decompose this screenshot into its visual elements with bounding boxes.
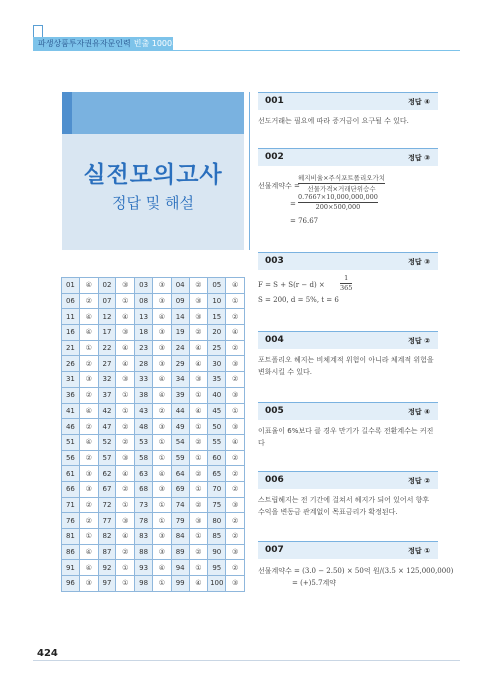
answer-grid (61, 277, 245, 592)
answer-choice-cell: ③ (79, 576, 98, 592)
question-number-cell: 23 (135, 340, 153, 356)
grid-row (62, 434, 245, 450)
question-number-cell: 16 (62, 325, 80, 341)
question-number-cell: 45 (208, 403, 226, 419)
question-number-cell: 19 (171, 325, 189, 341)
answer-choice-cell: ① (189, 387, 208, 403)
answer-choice-cell: ① (152, 576, 171, 592)
explanation-text: 포트폴리오 헤지는 비체계적 위험이 아니라 체계적 위험을 변화시킬 수 있다. (258, 356, 434, 376)
question-number-cell: 48 (135, 419, 153, 435)
answer-choice-cell: ④ (79, 403, 98, 419)
answer-choice-cell: ① (116, 387, 135, 403)
title-block (62, 92, 244, 250)
answer-header (258, 148, 438, 166)
question-number-cell: 78 (135, 513, 153, 529)
answer-choice-cell: ② (226, 340, 245, 356)
answer-label: 정답 ① (408, 547, 430, 555)
question-number: 001 (265, 96, 284, 106)
answer-choice-cell: ③ (189, 293, 208, 309)
grid-row (62, 372, 245, 388)
answer-007 (258, 541, 438, 559)
question-number-cell: 44 (171, 403, 189, 419)
answer-002 (258, 148, 438, 166)
answer-choice-cell: ① (152, 513, 171, 529)
question-number-cell: 63 (135, 466, 153, 482)
question-number: 005 (265, 406, 284, 416)
question-number-cell: 35 (208, 372, 226, 388)
answer-choice-cell: ④ (79, 278, 98, 294)
question-number-cell: 79 (171, 513, 189, 529)
fraction-denominator: 선물가격×거래단위승수 (307, 185, 376, 193)
answer-label: 정답 ② (408, 337, 430, 345)
answer-choice-cell: ④ (226, 325, 245, 341)
answer-choice-cell: ② (226, 309, 245, 325)
question-number-cell: 62 (98, 466, 116, 482)
formula-lhs: 선물계약수 = (258, 182, 300, 190)
grid-row (62, 466, 245, 482)
answer-choice-cell: ② (116, 481, 135, 497)
title-band (62, 92, 244, 134)
answer-choice-cell: ④ (189, 340, 208, 356)
answer-choice-cell: ② (79, 293, 98, 309)
answer-choice-cell: ③ (152, 340, 171, 356)
answer-choice-cell: ② (189, 278, 208, 294)
explanation-text: 스트립헤지는 전 기간에 걸쳐서 헤지가 되어 있어서 향후 수익을 변동금 관계없이 목표금리가 확정된다. (258, 496, 430, 516)
question-number-cell: 41 (62, 403, 80, 419)
page-subtitle: 정답 및 해설 (112, 194, 194, 212)
answer-label: 정답 ④ (408, 98, 430, 106)
answer-header (258, 471, 438, 489)
question-number-cell: 92 (98, 560, 116, 576)
formula-equals: = (290, 200, 296, 208)
question-number-cell: 29 (171, 356, 189, 372)
grid-row (62, 309, 245, 325)
formula-line-2: = (+)5.7계약 (292, 579, 337, 587)
answer-choice-cell: ③ (189, 309, 208, 325)
question-number-cell: 74 (171, 497, 189, 513)
header-title: 파생상품투자권유자문인력 (38, 39, 131, 48)
question-number-cell: 24 (171, 340, 189, 356)
answer-choice-cell: ④ (226, 278, 245, 294)
question-number: 007 (265, 545, 284, 555)
question-number-cell: 11 (62, 309, 80, 325)
fraction-denominator: 365 (340, 284, 353, 292)
question-number-cell: 28 (135, 356, 153, 372)
answer-choice-cell: ④ (189, 356, 208, 372)
question-number-cell: 51 (62, 434, 80, 450)
answer-choice-cell: ④ (116, 309, 135, 325)
answer-choice-cell: ③ (116, 450, 135, 466)
answer-choice-cell: ④ (116, 340, 135, 356)
question-number-cell: 22 (98, 340, 116, 356)
explanation-text: 선도거래는 필요에 따라 증거금이 요구될 수 있다. (258, 117, 409, 125)
answer-choice-cell: ② (116, 434, 135, 450)
answer-choice-cell: ② (226, 560, 245, 576)
question-number-cell: 97 (98, 576, 116, 592)
answer-choice-cell: ② (116, 544, 135, 560)
grid-row (62, 576, 245, 592)
question-number-cell: 36 (62, 387, 80, 403)
question-number-cell: 59 (171, 450, 189, 466)
answer-choice-cell: ③ (116, 325, 135, 341)
answer-choice-cell: ① (79, 340, 98, 356)
question-number-cell: 95 (208, 560, 226, 576)
question-number-cell: 99 (171, 576, 189, 592)
answer-header (258, 331, 438, 349)
answer-choice-cell: ② (226, 372, 245, 388)
question-number-cell: 27 (98, 356, 116, 372)
answer-choice-cell: ④ (116, 466, 135, 482)
answer-choice-cell: ④ (226, 434, 245, 450)
answer-choice-cell: ④ (152, 560, 171, 576)
grid-row (62, 403, 245, 419)
question-number-cell: 84 (171, 529, 189, 545)
answer-choice-cell: ③ (226, 544, 245, 560)
question-number-cell: 55 (208, 434, 226, 450)
answer-001 (258, 92, 438, 127)
answer-header (258, 252, 438, 270)
formula-line-2: S = 200, d = 5%, t = 6 (258, 296, 339, 304)
answer-choice-cell: ② (79, 497, 98, 513)
answer-choice-cell: ④ (79, 560, 98, 576)
answer-choice-cell: ① (226, 293, 245, 309)
answer-choice-cell: ① (79, 529, 98, 545)
fraction-numerator: 헤지비율×주식포트폴리오가치 (298, 174, 386, 182)
question-number-cell: 18 (135, 325, 153, 341)
answer-choice-cell: ① (152, 434, 171, 450)
question-number: 002 (265, 152, 284, 162)
question-number-cell: 09 (171, 293, 189, 309)
question-number-cell: 04 (171, 278, 189, 294)
question-number-cell: 49 (171, 419, 189, 435)
answer-choice-cell: ① (152, 450, 171, 466)
question-number-cell: 61 (62, 466, 80, 482)
answer-choice-cell: ② (226, 466, 245, 482)
title-divider (249, 92, 250, 250)
question-number-cell: 12 (98, 309, 116, 325)
question-number-cell: 69 (171, 481, 189, 497)
answer-choice-cell: ④ (116, 529, 135, 545)
answer-005 (258, 402, 438, 449)
answer-006 (258, 471, 438, 518)
answer-choice-cell: ① (189, 529, 208, 545)
answer-header (258, 402, 438, 420)
formula-fraction-1 (298, 173, 385, 193)
question-number-cell: 56 (62, 450, 80, 466)
answer-choice-cell: ① (116, 560, 135, 576)
answer-choice-cell: ④ (152, 466, 171, 482)
answer-choice-cell: ③ (152, 419, 171, 435)
answer-label: 정답 ③ (408, 258, 430, 266)
answer-choice-cell: ③ (226, 497, 245, 513)
formula-line-1: F = S + S(r − d) × (258, 281, 325, 289)
answer-choice-cell: ① (152, 497, 171, 513)
answer-choice-cell: ② (189, 544, 208, 560)
question-number-cell: 57 (98, 450, 116, 466)
answer-choice-cell: ② (189, 466, 208, 482)
question-number-cell: 67 (98, 481, 116, 497)
grid-row (62, 340, 245, 356)
answer-choice-cell: ③ (226, 387, 245, 403)
question-number-cell: 25 (208, 340, 226, 356)
fraction-numerator: 0.7667×10,000,000,000 (298, 193, 378, 201)
question-number-cell: 03 (135, 278, 153, 294)
answer-choice-cell: ④ (152, 387, 171, 403)
formula-result: = 76.67 (290, 217, 319, 225)
header-subtitle: 빈출 1000제 (133, 39, 180, 48)
grid-row (62, 293, 245, 309)
question-number-cell: 71 (62, 497, 80, 513)
fraction-denominator: 200×500,000 (315, 203, 361, 211)
question-number-cell: 77 (98, 513, 116, 529)
question-number-cell: 90 (208, 544, 226, 560)
question-number-cell: 88 (135, 544, 153, 560)
question-number-cell: 86 (62, 544, 80, 560)
question-number-cell: 30 (208, 356, 226, 372)
grid-row (62, 325, 245, 341)
question-number-cell: 38 (135, 387, 153, 403)
question-number-cell: 53 (135, 434, 153, 450)
answer-choice-cell: ④ (79, 434, 98, 450)
answer-choice-cell: ③ (226, 576, 245, 592)
question-number-cell: 37 (98, 387, 116, 403)
answer-choice-cell: ③ (152, 544, 171, 560)
question-number-cell: 13 (135, 309, 153, 325)
question-number-cell: 60 (208, 450, 226, 466)
question-number-cell: 89 (171, 544, 189, 560)
formula-line-1: 선물계약수 = (3.0 − 2.50) × 50억 원/(3.5 × 125,000,000) (258, 567, 454, 575)
question-number-cell: 08 (135, 293, 153, 309)
formula-fraction-time (340, 274, 352, 292)
question-number-cell: 100 (208, 576, 226, 592)
answer-choice-cell: ① (189, 450, 208, 466)
grid-row (62, 278, 245, 294)
question-number-cell: 70 (208, 481, 226, 497)
answer-header (258, 541, 438, 559)
grid-row (62, 513, 245, 529)
question-number-cell: 73 (135, 497, 153, 513)
answer-choice-cell: ② (189, 434, 208, 450)
answer-label: 정답 ③ (408, 154, 430, 162)
answer-choice-cell: ④ (189, 403, 208, 419)
answer-choice-cell: ① (189, 419, 208, 435)
question-number-cell: 34 (171, 372, 189, 388)
answer-choice-cell: ② (226, 481, 245, 497)
answer-choice-cell: ④ (189, 576, 208, 592)
question-number-cell: 50 (208, 419, 226, 435)
answer-choice-cell: ③ (152, 481, 171, 497)
question-number-cell: 96 (62, 576, 80, 592)
answer-choice-cell: ③ (152, 293, 171, 309)
answer-choice-cell: ① (226, 403, 245, 419)
question-number-cell: 06 (62, 293, 80, 309)
question-number-cell: 07 (98, 293, 116, 309)
answer-choice-cell: ③ (152, 356, 171, 372)
footer-rule (33, 660, 460, 661)
answer-choice-cell: ④ (79, 309, 98, 325)
question-number-cell: 58 (135, 450, 153, 466)
answer-choice-cell: ② (116, 419, 135, 435)
answer-choice-cell: ③ (116, 513, 135, 529)
answer-003 (258, 252, 438, 270)
question-number-cell: 87 (98, 544, 116, 560)
answer-choice-cell: ② (79, 387, 98, 403)
question-number: 003 (265, 256, 284, 266)
question-number-cell: 46 (62, 419, 80, 435)
question-number-cell: 47 (98, 419, 116, 435)
answer-choice-cell: ② (226, 513, 245, 529)
answer-choice-cell: ② (152, 403, 171, 419)
question-number-cell: 01 (62, 278, 80, 294)
answer-choice-cell: ③ (189, 513, 208, 529)
question-number-cell: 64 (171, 466, 189, 482)
question-number-cell: 72 (98, 497, 116, 513)
answer-004 (258, 331, 438, 378)
question-number-cell: 21 (62, 340, 80, 356)
answer-choice-cell: ① (189, 481, 208, 497)
answer-choice-cell: ② (79, 356, 98, 372)
question-number: 006 (265, 475, 284, 485)
answer-choice-cell: ① (189, 560, 208, 576)
answer-choice-cell: ② (226, 450, 245, 466)
question-number-cell: 39 (171, 387, 189, 403)
question-number-cell: 83 (135, 529, 153, 545)
question-number-cell: 05 (208, 278, 226, 294)
answer-choice-cell: ① (116, 576, 135, 592)
question-number-cell: 76 (62, 513, 80, 529)
question-number-cell: 31 (62, 372, 80, 388)
question-number-cell: 80 (208, 513, 226, 529)
answer-choice-cell: ③ (152, 529, 171, 545)
question-number: 004 (265, 335, 284, 345)
answer-choice-cell: ② (189, 497, 208, 513)
grid-row (62, 544, 245, 560)
answer-choice-cell: ③ (79, 372, 98, 388)
answer-choice-cell: ② (79, 513, 98, 529)
question-number-cell: 81 (62, 529, 80, 545)
grid-row (62, 356, 245, 372)
answer-choice-cell: ④ (116, 356, 135, 372)
question-number-cell: 85 (208, 529, 226, 545)
page-title: 실전모의고사 (83, 162, 223, 188)
question-number-cell: 43 (135, 403, 153, 419)
question-number-cell: 82 (98, 529, 116, 545)
grid-row (62, 497, 245, 513)
question-number-cell: 75 (208, 497, 226, 513)
answer-choice-cell: ④ (79, 325, 98, 341)
question-number-cell: 33 (135, 372, 153, 388)
question-number-cell: 68 (135, 481, 153, 497)
question-number-cell: 66 (62, 481, 80, 497)
question-number-cell: 91 (62, 560, 80, 576)
question-number-cell: 52 (98, 434, 116, 450)
question-number-cell: 42 (98, 403, 116, 419)
answer-choice-cell: ③ (79, 466, 98, 482)
question-number-cell: 17 (98, 325, 116, 341)
question-number-cell: 15 (208, 309, 226, 325)
formula-fraction-2 (298, 193, 378, 211)
grid-row (62, 450, 245, 466)
grid-row (62, 481, 245, 497)
grid-row (62, 387, 245, 403)
answer-label: 정답 ② (408, 477, 430, 485)
answer-choice-cell: ③ (152, 278, 171, 294)
answer-choice-cell: ④ (152, 309, 171, 325)
header-rule (33, 50, 460, 51)
answer-choice-cell: ③ (79, 481, 98, 497)
question-number-cell: 93 (135, 560, 153, 576)
question-number-cell: 94 (171, 560, 189, 576)
answer-choice-cell: ④ (79, 544, 98, 560)
question-number-cell: 20 (208, 325, 226, 341)
question-number-cell: 32 (98, 372, 116, 388)
question-number-cell: 14 (171, 309, 189, 325)
answer-choice-cell: ① (116, 293, 135, 309)
question-number-cell: 02 (98, 278, 116, 294)
grid-row (62, 419, 245, 435)
answer-choice-cell: ② (79, 419, 98, 435)
question-number-cell: 98 (135, 576, 153, 592)
answer-choice-cell: ④ (152, 372, 171, 388)
answer-choice-cell: ② (189, 325, 208, 341)
grid-row (62, 560, 245, 576)
answer-choice-cell: ③ (189, 372, 208, 388)
fraction-numerator: 1 (340, 274, 352, 284)
answer-choice-cell: ② (79, 450, 98, 466)
answer-choice-cell: ③ (116, 372, 135, 388)
question-number-cell: 65 (208, 466, 226, 482)
answer-choice-cell: ③ (226, 356, 245, 372)
answer-choice-cell: ② (226, 529, 245, 545)
answer-label: 정답 ④ (408, 408, 430, 416)
page-number: 424 (37, 648, 58, 659)
answer-choice-cell: ① (116, 497, 135, 513)
header-bar (33, 37, 180, 50)
answer-choice-cell: ③ (152, 325, 171, 341)
grid-row (62, 529, 245, 545)
question-number-cell: 26 (62, 356, 80, 372)
question-number-cell: 40 (208, 387, 226, 403)
explanation-text: 이표율이 6%보다 클 경우 만기가 길수록 전환계수는 커진다 (258, 427, 434, 447)
answer-choice-cell: ① (116, 403, 135, 419)
question-number-cell: 10 (208, 293, 226, 309)
answer-choice-cell: ③ (116, 278, 135, 294)
answer-header (258, 92, 438, 110)
answer-choice-cell: ③ (226, 419, 245, 435)
question-number-cell: 54 (171, 434, 189, 450)
